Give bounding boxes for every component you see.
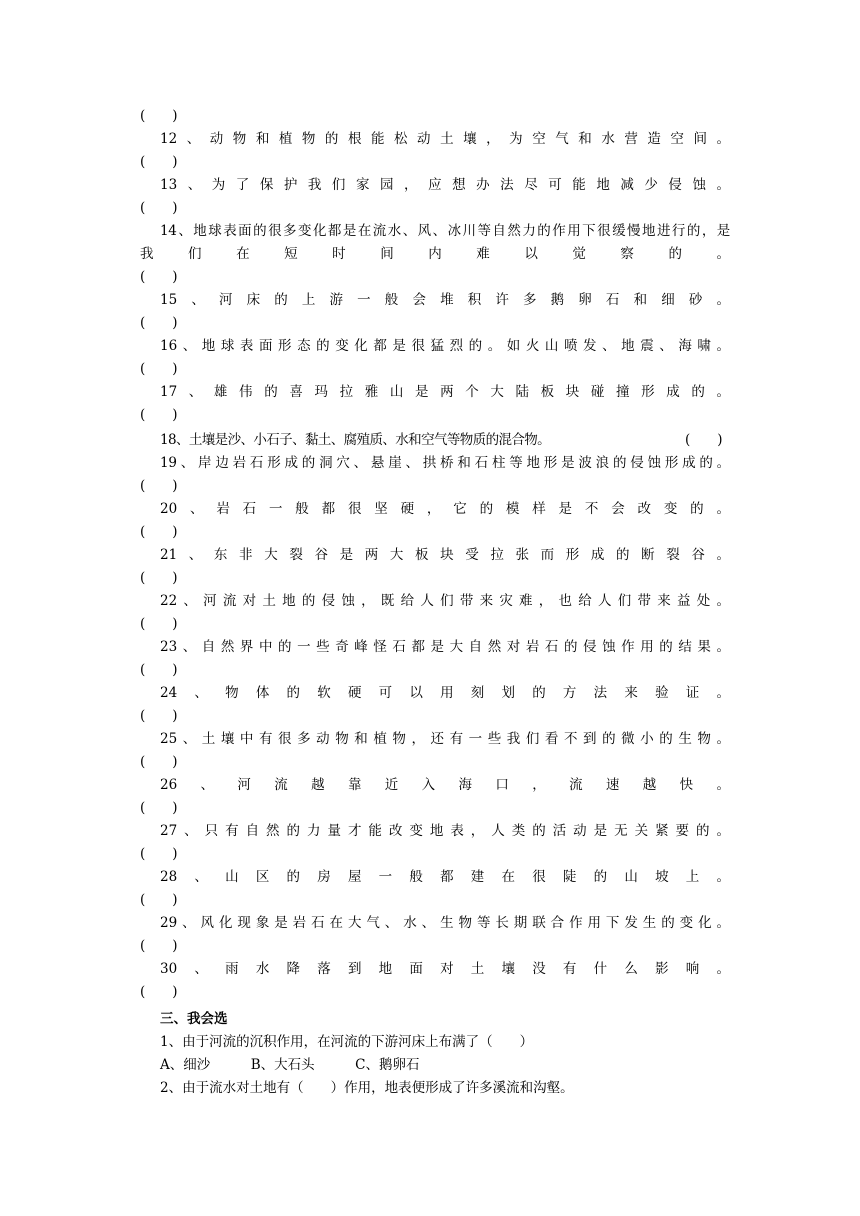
choice-question-2: 2、由于流水对土地有（ ）作用，地表便形成了许多溪流和沟壑。 xyxy=(160,1080,574,1096)
question-30: 30、雨水降落到地面对土壤没有什么影响。 xyxy=(160,961,730,977)
answer-paren: ( ) xyxy=(140,984,178,1000)
answer-paren: ( ) xyxy=(140,570,178,586)
answer-paren: ( ) xyxy=(140,361,178,377)
answer-paren: ( ) xyxy=(140,708,178,724)
question-25: 25、土壤中有很多动物和植物，还有一些我们看不到的微小的生物。 xyxy=(160,731,730,747)
choice-question-1: 1、由于河流的沉积作用，在河流的下游河床上布满了（ ） xyxy=(160,1034,534,1050)
answer-paren: ( ) xyxy=(140,616,178,632)
answer-paren: ( ) xyxy=(140,892,178,908)
answer-paren: ( ) xyxy=(140,754,178,770)
question-19: 19、岸边岩石形成的洞穴、悬崖、拱桥和石柱等地形是波浪的侵蚀形成的。 xyxy=(160,455,730,471)
question-26: 26、河流越靠近入海口，流速越快。 xyxy=(160,777,730,793)
question-12: 12、动物和植物的根能松动土壤，为空气和水营造空间。 xyxy=(160,131,730,147)
answer-paren: ( ) xyxy=(140,938,178,954)
question-14-continuation: 我们在短时间内难以觉察的。 xyxy=(140,246,730,262)
choice-options: A、细沙 B、大石头 C、鹅卵石 xyxy=(160,1057,420,1073)
question-28: 28、山区的房屋一般都建在很陡的山坡上。 xyxy=(160,869,730,885)
question-29: 29、风化现象是岩石在大气、水、生物等长期联合作用下发生的变化。 xyxy=(160,915,730,931)
question-14: 14、地球表面的很多变化都是在流水、风、冰川等自然力的作用下很缓慢地进行的，是 xyxy=(160,223,730,239)
answer-paren: ( ) xyxy=(140,407,178,423)
answer-paren: ( ) xyxy=(140,108,178,124)
answer-paren: ( ) xyxy=(140,478,178,494)
section-heading: 三、我会选 xyxy=(160,1011,228,1027)
question-24: 24、物体的软硬可以用刻划的方法来验证。 xyxy=(160,685,730,701)
question-21: 21、东非大裂谷是两大板块受拉张而形成的断裂谷。 xyxy=(160,547,730,563)
question-23: 23、自然界中的一些奇峰怪石都是大自然对岩石的侵蚀作用的结果。 xyxy=(160,639,730,655)
question-27: 27、只有自然的力量才能改变地表，人类的活动是无关紧要的。 xyxy=(160,823,730,839)
answer-paren: ( ) xyxy=(140,315,178,331)
answer-paren: ( ) xyxy=(140,269,178,285)
question-16: 16、地球表面形态的变化都是很猛烈的。如火山喷发、地震、海啸。 xyxy=(160,338,730,354)
question-15: 15、河床的上游一般会堆积许多鹅卵石和细砂。 xyxy=(160,292,730,308)
answer-paren: ( ) xyxy=(685,432,723,448)
answer-paren: ( ) xyxy=(140,846,178,862)
question-18: 18、土壤是沙、小石子、黏土、腐殖质、水和空气等物质的混合物。 xyxy=(160,432,551,448)
answer-paren: ( ) xyxy=(140,800,178,816)
answer-paren: ( ) xyxy=(140,200,178,216)
question-20: 20、岩石一般都很坚硬，它的模样是不会改变的。 xyxy=(160,501,730,517)
question-13: 13、为了保护我们家园，应想办法尽可能地减少侵蚀。 xyxy=(160,177,730,193)
answer-paren: ( ) xyxy=(140,154,178,170)
answer-paren: ( ) xyxy=(140,662,178,678)
question-17: 17、雄伟的喜玛拉雅山是两个大陆板块碰撞形成的。 xyxy=(160,384,730,400)
question-22: 22、河流对土地的侵蚀，既给人们带来灾难，也给人们带来益处。 xyxy=(160,593,730,609)
answer-paren: ( ) xyxy=(140,524,178,540)
